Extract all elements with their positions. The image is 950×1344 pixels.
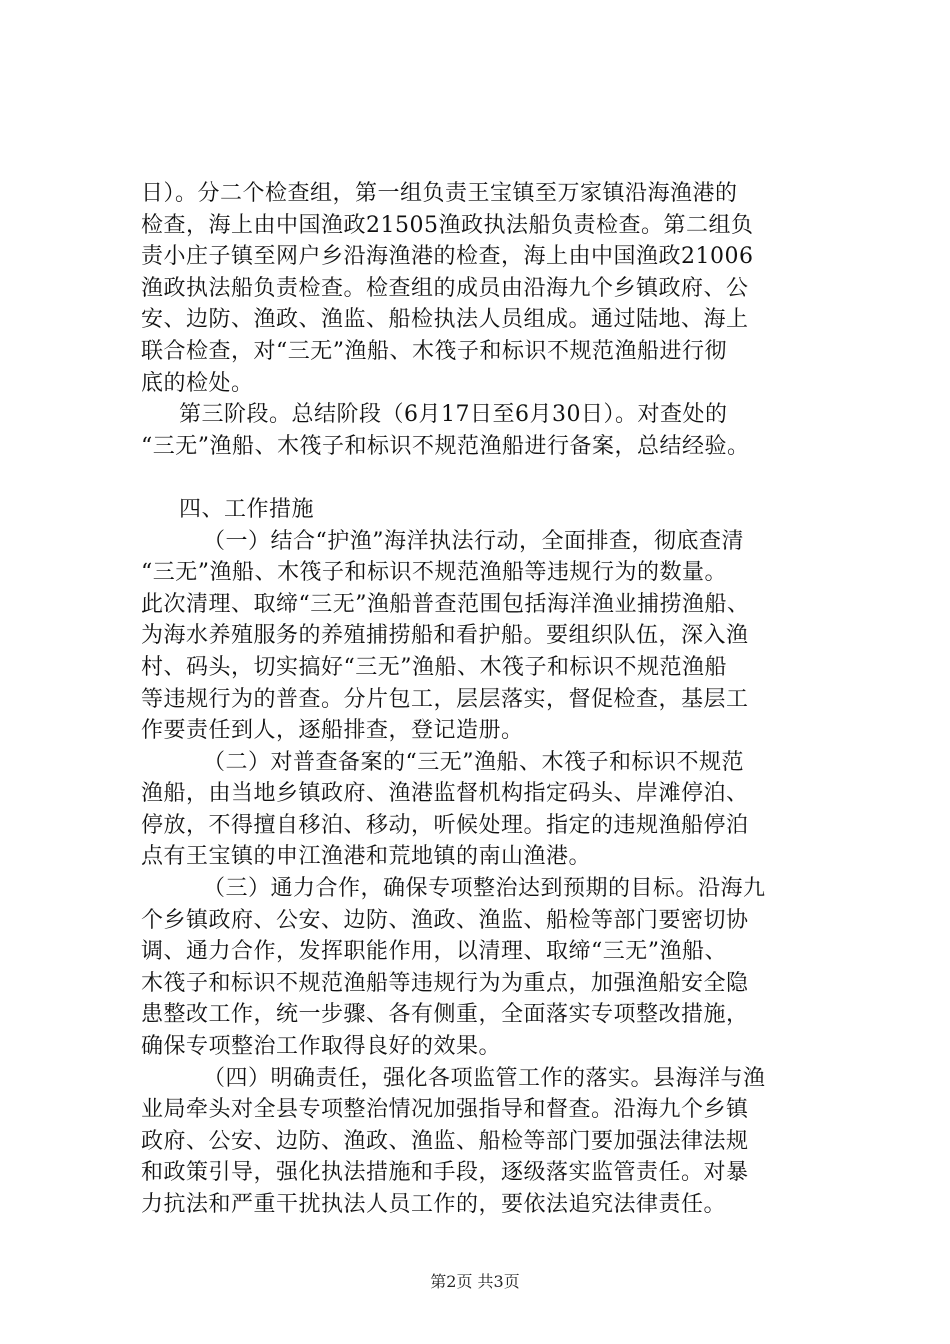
paragraph-start-line: 第三阶段。总结阶段（6月17日至6月30日）。对查处的 bbox=[179, 402, 728, 428]
section-heading: 四、工作措施 bbox=[179, 496, 315, 522]
text-line: 此次清理、取缔“三无”渔船普查范围包括海洋渔业捕捞渔船、 bbox=[141, 591, 750, 617]
text-line: 联合检查，对“三无”渔船、木筏子和标识不规范渔船进行彻 bbox=[141, 338, 727, 364]
text-line: 责小庄子镇至网户乡沿海渔港的检查，海上由中国渔政21006 bbox=[141, 244, 754, 270]
paragraph-start-line: （三）通力合作，确保专项整治达到预期的目标。沿海九 bbox=[203, 876, 766, 902]
text-line: 安、边防、渔政、渔监、船检执法人员组成。通过陆地、海上 bbox=[141, 307, 749, 333]
text-line: 和政策引导，强化执法措施和手段，逐级落实监管责任。对暴 bbox=[141, 1160, 749, 1186]
text-line: 底的检处。 bbox=[141, 370, 254, 396]
text-line: “三无”渔船、木筏子和标识不规范渔船进行备案，总结经验。 bbox=[141, 433, 750, 459]
paragraph-start-line: （一）结合“护渔”海洋执法行动，全面排查，彻底查清 bbox=[203, 528, 744, 554]
text-line: 个乡镇政府、公安、边防、渔政、渔监、船检等部门要密切协 bbox=[141, 907, 749, 933]
text-line: 政府、公安、边防、渔政、渔监、船检等部门要加强法律法规 bbox=[141, 1128, 749, 1154]
text-line: 等违规行为的普查。分片包工，层层落实，督促检查，基层工 bbox=[141, 686, 749, 712]
text-line: 村、码头，切实搞好“三无”渔船、木筏子和标识不规范渔船 bbox=[141, 654, 727, 680]
blank-line bbox=[141, 462, 841, 494]
text-line: 力抗法和严重干扰执法人员工作的，要依法追究法律责任。 bbox=[141, 1192, 727, 1217]
text-line: 点有王宝镇的申江渔港和荒地镇的南山渔港。 bbox=[141, 844, 592, 870]
text-line: 渔政执法船负责检查。检查组的成员由沿海九个乡镇政府、公 bbox=[141, 275, 749, 301]
text-line: “三无”渔船、木筏子和标识不规范渔船等违规行为的数量。 bbox=[141, 560, 727, 586]
text-line: 患整改工作，统一步骤、各有侧重，全面落实专项整改措施， bbox=[141, 1002, 749, 1028]
text-line: 检查，海上由中国渔政21505渔政执法船负责检查。第二组负 bbox=[141, 212, 754, 238]
text-line: 调、通力合作，发挥职能作用，以清理、取缔“三无”渔船、 bbox=[141, 939, 727, 965]
text-line: 停放，不得擅自移泊、移动，听候处理。指定的违规渔船停泊 bbox=[141, 812, 749, 838]
text-line: 日）。分二个检查组，第一组负责王宝镇至万家镇沿海渔港的 bbox=[141, 181, 738, 206]
text-line: 业局牵头对全县专项整治情况加强指导和督查。沿海九个乡镇 bbox=[141, 1097, 749, 1123]
text-line: 木筏子和标识不规范渔船等违规行为为重点，加强渔船安全隐 bbox=[141, 970, 749, 996]
text-line: 确保专项整治工作取得良好的效果。 bbox=[141, 1034, 502, 1060]
text-line: 为海水养殖服务的养殖捕捞船和看护船。要组织队伍，深入渔 bbox=[141, 623, 749, 649]
paragraph-start-line: （四）明确责任，强化各项监管工作的落实。县海洋与渔 bbox=[203, 1065, 766, 1091]
text-line: 渔船，由当地乡镇政府、渔港监督机构指定码头、岸滩停泊、 bbox=[141, 781, 749, 807]
text-line: 作要责任到人，逐船排查，登记造册。 bbox=[141, 718, 524, 744]
page-number-footer: 第2页 共3页 bbox=[430, 1272, 520, 1291]
document-body bbox=[141, 178, 841, 1221]
paragraph-start-line: （二）对普查备案的“三无”渔船、木筏子和标识不规范 bbox=[203, 749, 744, 775]
